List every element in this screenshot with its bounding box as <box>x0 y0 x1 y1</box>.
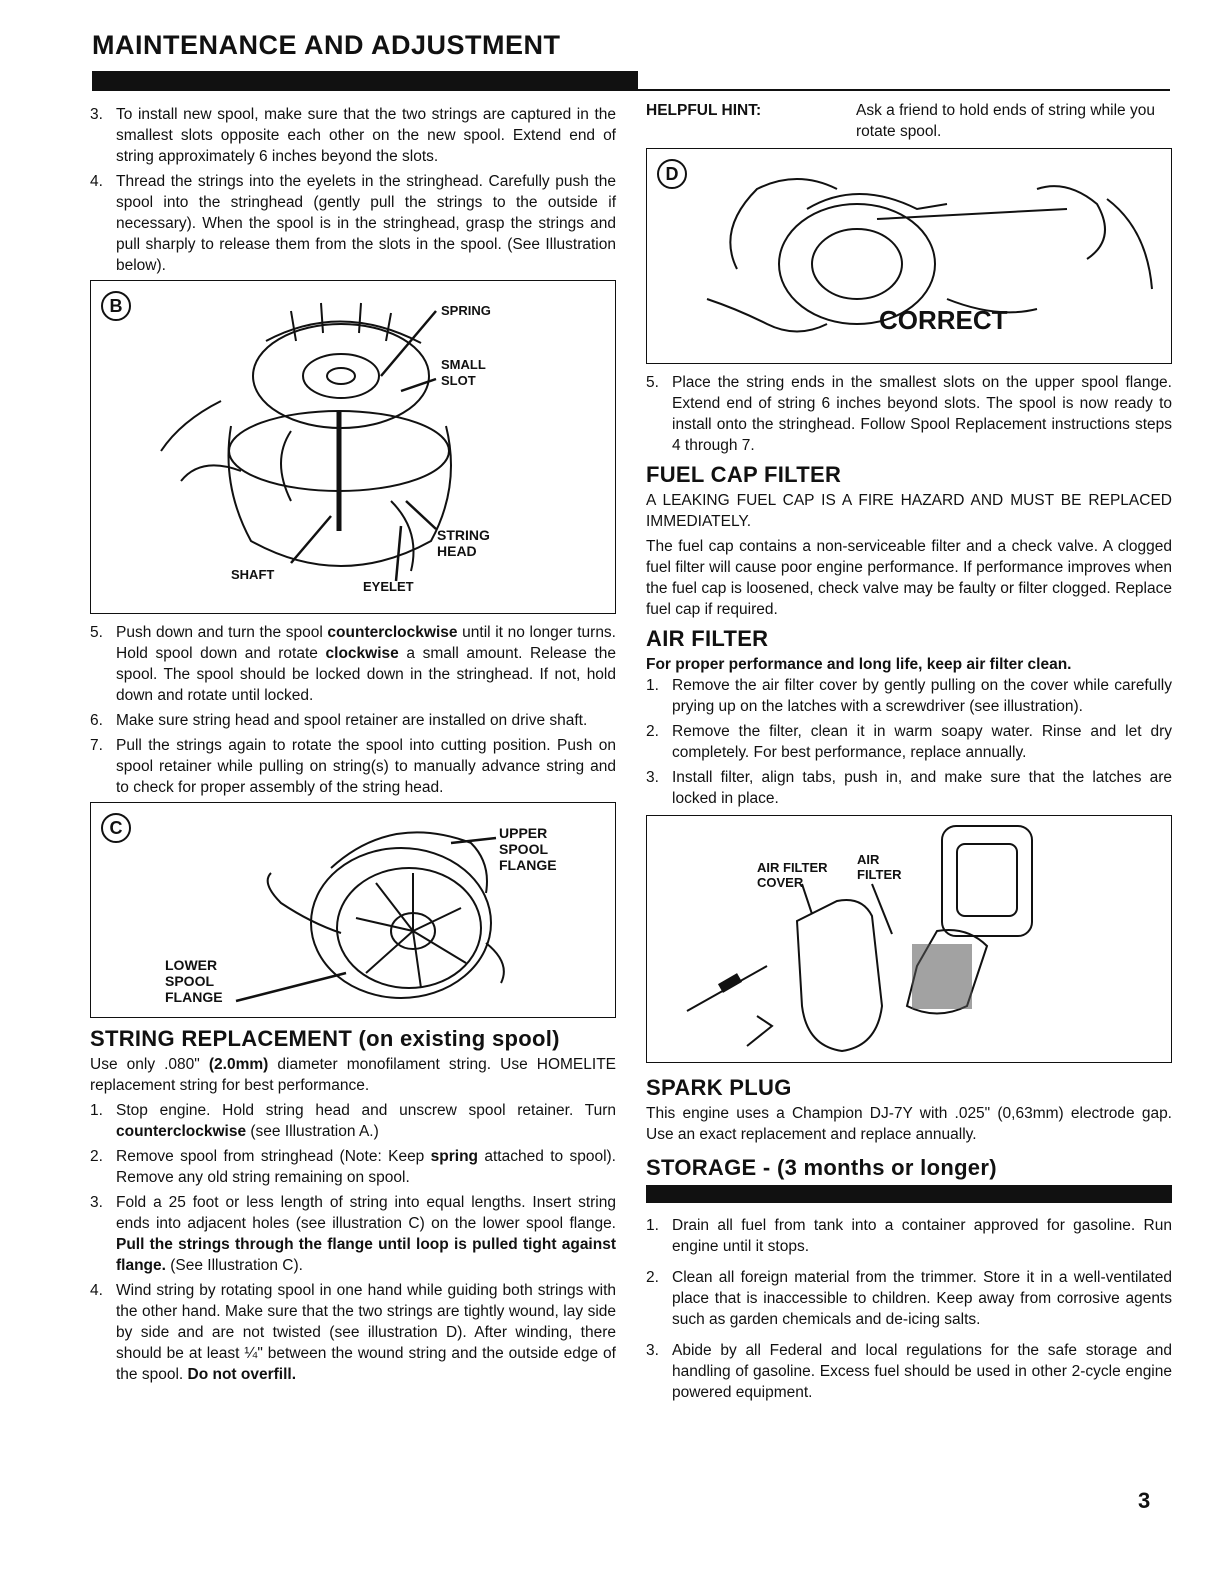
label-small-slot: SMALL SLOT <box>441 357 486 388</box>
hint-text: Ask a friend to hold ends of string while you rotate spool. <box>856 102 1155 140</box>
list-item: 4. Wind string by rotating spool in one hand while guiding both strings with the other hand. Make sure that the two strings are tightly wound, lay side by side and are not twisted (see illustration D). After winding, there should be at least ¼" between the wound string and the outside edge of the spool. Do not overfill. <box>90 1282 616 1383</box>
title-rule <box>92 89 1170 91</box>
list-item: 7. Pull the strings again to rotate the spool into cutting position. Push on spool retainer while pulling on string(s) to manually advance string and to check for proper assembly of the string head. <box>90 737 616 796</box>
label-air-filter: AIR FILTER <box>857 852 902 882</box>
spark-plug-heading: SPARK PLUG <box>646 1075 792 1100</box>
list-item: 1. Remove the air filter cover by gently pulling on the cover while carefully prying up on the latches with a screwdriver (see illustration). <box>646 677 1172 715</box>
hint-label: HELPFUL HINT: <box>646 102 762 119</box>
fuel-cap-body: The fuel cap contains a non-serviceable filter and a check valve. A clogged fuel filter will cause poor engine performance. If performance improves when the fuel cap is loosened, check valve may be faulty or filter clogged. Replace fuel cap if required. <box>646 538 1172 618</box>
mid-steps <box>90 622 616 798</box>
label-spring: SPRING <box>441 303 491 318</box>
figure-letter-b: B <box>101 291 131 321</box>
fuel-cap-heading: FUEL CAP FILTER <box>646 462 842 487</box>
list-item: 5. Place the string ends in the smallest slots on the upper spool flange. Extend end of string 6 inches beyond slots. The spool is now ready to install onto the stringhead. Follow Spool Replacement instructions steps 4 through 7. <box>646 374 1172 454</box>
list-item: 3. To install new spool, make sure that the two strings are captured in the smallest slots opposite each other on the new spool. Extend end of string approximately 6 inches beyond the slots. <box>90 106 616 165</box>
list-item: 4. Thread the strings into the eyelets in the stringhead. Carefully push the spool into the stringhead (gently pull the strings to the outside if necessary). When the spool is in the stringhead, grasp the strings and pull sharply to release them from the slots in the spool. (See Illustration below). <box>90 173 616 274</box>
string-replacement-steps <box>90 1100 616 1385</box>
list-item: 1. Drain all fuel from tank into a container approved for gasoline. Run engine until it stops. <box>646 1217 1172 1255</box>
figure-letter-c: C <box>101 813 131 843</box>
air-filter-subheading: For proper performance and long life, keep air filter clean. <box>646 656 1072 673</box>
stringhead-drawing <box>91 281 614 612</box>
string-replacement-intro: Use only .080" (2.0mm) diameter monofilament string. Use HOMELITE replacement string for best performance. <box>90 1056 616 1094</box>
air-filter-heading: AIR FILTER <box>646 626 769 651</box>
illustration-d <box>646 148 1172 364</box>
label-air-filter-cover: AIR FILTER COVER <box>757 860 828 890</box>
list-item: 5. Push down and turn the spool counterclockwise until it no longer turns. Hold spool down and rotate clockwise a small amount. Release the spool. The spool should be locked down in the stringhead. If not, hold down and rotate until locked. <box>90 624 616 704</box>
spark-plug-body: This engine uses a Champion DJ-7Y with .025" (0,63mm) electrode gap. Use an exact replacement and replace annually. <box>646 1105 1172 1143</box>
list-item: 2. Clean all foreign material from the trimmer. Store it in a well-ventilated place that is inaccessible to children. Keep away from corrosive agents such as garden chemicals and de-icing salts. <box>646 1269 1172 1328</box>
storage-heading: STORAGE - (3 months or longer) <box>646 1155 997 1180</box>
air-filter-steps <box>646 675 1172 809</box>
title-bar <box>92 71 638 91</box>
list-item: 2. Remove spool from stringhead (Note: Keep spring attached to spool). Remove any old string remaining on spool. <box>90 1148 616 1186</box>
illustration-c <box>90 802 616 1018</box>
filter-element <box>912 944 972 1009</box>
list-item: 3. Abide by all Federal and local regulations for the safe storage and handling of gasoline. Excess fuel should be used in other 2-cycle engine powered equipment. <box>646 1342 1172 1401</box>
list-item: 1. Stop engine. Hold string head and unscrew spool retainer. Turn counterclockwise (see Illustration A.) <box>90 1102 616 1140</box>
storage-steps <box>646 1215 1172 1403</box>
air-filter-drawing <box>647 816 1170 1061</box>
list-item: 6. Make sure string head and spool retainer are installed on drive shaft. <box>90 712 588 729</box>
page-title: MAINTENANCE AND ADJUSTMENT <box>92 30 561 60</box>
intro-steps <box>90 104 616 276</box>
list-item: 2. Remove the filter, clean it in warm soapy water. Rinse and let dry completely. For best performance, replace annually. <box>646 723 1172 761</box>
illustration-air-filter <box>646 815 1172 1063</box>
fuel-cap-warning: A LEAKING FUEL CAP IS A FIRE HAZARD AND MUST BE REPLACED IMMEDIATELY. <box>646 492 1172 530</box>
label-shaft: SHAFT <box>231 567 275 582</box>
label-correct: CORRECT <box>879 305 1008 335</box>
storage-bar <box>646 1185 1172 1203</box>
label-lower-spool-flange: LOWER SPOOL FLANGE <box>165 957 223 1005</box>
label-eyelet: EYELET <box>363 579 414 594</box>
right-step-5 <box>646 372 1172 456</box>
right-column <box>646 100 1172 1407</box>
list-item: 3. Fold a 25 foot or less length of string into equal lengths. Insert string ends into adjacent holes (see illustration C) on the lower spool flange. Pull the strings through the flange until loop is pulled tight against flange. (See Illustration C). <box>90 1194 616 1274</box>
illustration-b <box>90 280 616 614</box>
page-number: 3 <box>1138 1488 1151 1513</box>
helpful-hint <box>646 100 1172 142</box>
left-column <box>90 104 616 1389</box>
figure-letter-d: D <box>657 159 687 189</box>
label-string-head: STRING HEAD <box>437 527 490 559</box>
string-replacement-heading: STRING REPLACEMENT (on existing spool) <box>90 1026 560 1051</box>
list-item: 3. Install filter, align tabs, push in, and make sure that the latches are locked in place. <box>646 769 1172 807</box>
label-upper-spool-flange: UPPER SPOOL FLANGE <box>499 825 557 873</box>
